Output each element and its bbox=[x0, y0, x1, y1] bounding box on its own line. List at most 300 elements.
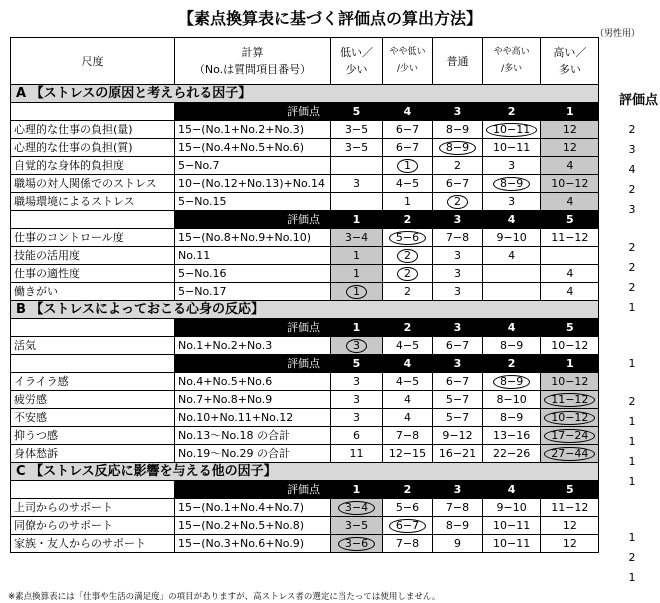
evaluation-score: 3 bbox=[628, 142, 636, 156]
row-value bbox=[433, 337, 483, 355]
row-calc: 15−(No.8+No.9+No.10) bbox=[175, 229, 331, 247]
circled-value: 8−9 bbox=[493, 375, 530, 389]
row-value bbox=[541, 175, 599, 193]
score-value-1-0: 5 bbox=[331, 103, 383, 121]
value-text: 2 bbox=[454, 158, 461, 172]
header-level-2-b: /少い bbox=[396, 64, 419, 74]
row-calc: 15−(No.1+No.2+No.3) bbox=[175, 121, 331, 139]
row-value bbox=[541, 535, 599, 553]
value-text: 3 bbox=[353, 392, 360, 406]
row-value bbox=[483, 499, 541, 517]
row-value bbox=[331, 139, 383, 157]
circled-value: 2 bbox=[447, 195, 468, 209]
value-text: 12 bbox=[562, 122, 577, 136]
row-name: 仕事のコントロール度 bbox=[11, 229, 175, 247]
evaluation-score: 1 bbox=[628, 454, 636, 468]
row-value bbox=[383, 535, 433, 553]
value-text: 4 bbox=[404, 410, 411, 424]
row-value bbox=[483, 391, 541, 409]
row-value bbox=[541, 121, 599, 139]
row-calc: No.19〜No.29 の合計 bbox=[175, 445, 331, 463]
row-value bbox=[383, 373, 433, 391]
value-text: 7−8 bbox=[445, 500, 470, 514]
value-text: 1 bbox=[353, 248, 360, 262]
value-text: 2 bbox=[404, 284, 411, 298]
score-row-blank-3 bbox=[11, 319, 175, 337]
score-row-label-1: 評価点 bbox=[175, 103, 331, 121]
header-level-2 bbox=[383, 38, 433, 85]
value-text: 9−12 bbox=[442, 428, 473, 442]
value-text: 4−5 bbox=[395, 176, 420, 190]
row-value bbox=[331, 337, 383, 355]
evaluation-score: 3 bbox=[628, 202, 636, 216]
row-value bbox=[331, 265, 383, 283]
value-text: 12 bbox=[562, 140, 577, 154]
row-value bbox=[433, 157, 483, 175]
value-text: 3 bbox=[454, 266, 461, 280]
value-text: 11−12 bbox=[551, 230, 589, 244]
section-A: A 【ストレスの原因と考えられる因子】 bbox=[11, 85, 599, 103]
circled-value: 3 bbox=[346, 339, 367, 353]
row-value bbox=[331, 247, 383, 265]
evaluation-score: 1 bbox=[628, 530, 636, 544]
row-value bbox=[331, 373, 383, 391]
row-value bbox=[331, 283, 383, 301]
header-level-3 bbox=[433, 38, 483, 85]
row-value bbox=[383, 283, 433, 301]
value-text: 8−9 bbox=[445, 122, 470, 136]
table-row bbox=[11, 193, 599, 211]
table-row bbox=[11, 139, 599, 157]
evaluation-score: 1 bbox=[628, 434, 636, 448]
header-level-1 bbox=[331, 38, 383, 85]
row-value bbox=[331, 157, 383, 175]
score-value-1-4: 1 bbox=[541, 103, 599, 121]
table-row bbox=[11, 265, 599, 283]
value-text: 4 bbox=[566, 266, 574, 280]
row-name: 疲労感 bbox=[11, 391, 175, 409]
table-row bbox=[11, 175, 599, 193]
evaluation-score: 2 bbox=[628, 182, 636, 196]
value-text: 5−6 bbox=[395, 500, 420, 514]
gender-note: （男性用） bbox=[594, 29, 640, 39]
footnote: ※素点換算表には「仕事や生活の満足度」の項目がありますが、高ストレス者の選定に当たっては使用しません。 bbox=[8, 592, 441, 602]
row-value bbox=[383, 121, 433, 139]
value-text: 6−7 bbox=[395, 140, 420, 154]
row-value bbox=[433, 193, 483, 211]
value-text: 4 bbox=[566, 158, 574, 172]
score-row-blank-1 bbox=[11, 103, 175, 121]
row-value bbox=[483, 121, 541, 139]
circled-value: 1 bbox=[397, 159, 418, 173]
value-text: 3 bbox=[508, 194, 516, 208]
row-name: 職場の対人関係でのストレス bbox=[11, 175, 175, 193]
row-name: 心理的な仕事の負担(質) bbox=[11, 139, 175, 157]
evaluation-score: 1 bbox=[628, 474, 636, 488]
side-score-header: 評価点 bbox=[618, 93, 658, 108]
value-text: 16−21 bbox=[438, 446, 477, 460]
row-value bbox=[541, 445, 599, 463]
row-value bbox=[483, 445, 541, 463]
row-value bbox=[331, 229, 383, 247]
row-name: イライラ感 bbox=[11, 373, 175, 391]
row-name: 働きがい bbox=[11, 283, 175, 301]
value-text: 6−7 bbox=[445, 176, 470, 190]
row-value bbox=[433, 409, 483, 427]
row-value bbox=[541, 337, 599, 355]
row-value bbox=[483, 265, 541, 283]
table-row bbox=[11, 535, 599, 553]
row-value bbox=[483, 517, 541, 535]
row-calc: 5−No.7 bbox=[175, 157, 331, 175]
row-value bbox=[383, 427, 433, 445]
value-text: 11 bbox=[349, 446, 364, 460]
evaluation-score: 1 bbox=[628, 414, 636, 428]
score-value-5-3: 4 bbox=[483, 481, 541, 499]
row-name: 身体愁訴 bbox=[11, 445, 175, 463]
score-value-4-2: 3 bbox=[433, 355, 483, 373]
circled-value: 17−24 bbox=[544, 429, 595, 443]
header-level-1-a: 低い／ bbox=[340, 46, 373, 59]
value-text: 6−7 bbox=[445, 338, 470, 352]
value-text: 13−16 bbox=[493, 428, 531, 442]
value-text: 7−8 bbox=[395, 428, 420, 442]
row-calc: No.7+No.8+No.9 bbox=[175, 391, 331, 409]
value-text: 4−5 bbox=[395, 338, 420, 352]
header-level-5 bbox=[541, 38, 599, 85]
value-text: 6−7 bbox=[395, 122, 420, 136]
table-row bbox=[11, 445, 599, 463]
score-value-2-3: 4 bbox=[483, 211, 541, 229]
value-text: 8−9 bbox=[500, 410, 524, 424]
row-value bbox=[331, 175, 383, 193]
row-value bbox=[383, 445, 433, 463]
score-value-1-1: 4 bbox=[383, 103, 433, 121]
score-row-blank-4 bbox=[11, 355, 175, 373]
conversion-table bbox=[10, 37, 599, 553]
row-name: 同僚からのサポート bbox=[11, 517, 175, 535]
value-text: 10−11 bbox=[493, 140, 531, 154]
row-value bbox=[541, 373, 599, 391]
score-value-4-3: 2 bbox=[483, 355, 541, 373]
score-value-3-1: 2 bbox=[383, 319, 433, 337]
score-value-3-0: 1 bbox=[331, 319, 383, 337]
row-value bbox=[331, 193, 383, 211]
score-value-4-4: 1 bbox=[541, 355, 599, 373]
score-value-1-3: 2 bbox=[483, 103, 541, 121]
row-calc: 15−(No.2+No.5+No.8) bbox=[175, 517, 331, 535]
header-level-2-a: やや低い bbox=[389, 47, 426, 57]
row-value bbox=[483, 373, 541, 391]
value-text: 4 bbox=[566, 194, 574, 208]
circled-value: 2 bbox=[397, 249, 418, 263]
row-value bbox=[541, 157, 599, 175]
value-text: 22−26 bbox=[493, 446, 531, 460]
circled-value: 2 bbox=[397, 267, 418, 281]
row-value bbox=[541, 193, 599, 211]
value-text: 11−12 bbox=[551, 500, 589, 514]
row-value bbox=[433, 139, 483, 157]
row-name: 仕事の適性度 bbox=[11, 265, 175, 283]
row-calc: 15−(No.4+No.5+No.6) bbox=[175, 139, 331, 157]
row-value bbox=[433, 427, 483, 445]
row-calc: 5−No.15 bbox=[175, 193, 331, 211]
value-text: 6−7 bbox=[445, 374, 470, 388]
row-value bbox=[483, 139, 541, 157]
row-value bbox=[331, 409, 383, 427]
row-value bbox=[331, 445, 383, 463]
row-name: 上司からのサポート bbox=[11, 499, 175, 517]
value-text: 8−10 bbox=[496, 392, 527, 406]
value-text: 9−10 bbox=[496, 230, 527, 244]
score-value-3-3: 4 bbox=[483, 319, 541, 337]
value-text: 10−12 bbox=[551, 176, 589, 190]
row-value bbox=[483, 193, 541, 211]
circled-value: 3−6 bbox=[338, 537, 375, 551]
row-value bbox=[483, 409, 541, 427]
evaluation-score: 2 bbox=[628, 280, 636, 294]
row-value bbox=[433, 229, 483, 247]
circled-value: 8−9 bbox=[439, 141, 476, 155]
row-value bbox=[433, 373, 483, 391]
row-value bbox=[331, 121, 383, 139]
row-value bbox=[541, 247, 599, 265]
row-value bbox=[541, 283, 599, 301]
header-level-4 bbox=[483, 38, 541, 85]
value-text: 3 bbox=[353, 374, 360, 388]
header-level-4-a: やや高い bbox=[493, 47, 530, 57]
circled-value: 1 bbox=[346, 285, 367, 299]
table-row bbox=[11, 337, 599, 355]
row-value bbox=[383, 139, 433, 157]
value-text: 10−12 bbox=[551, 374, 589, 388]
row-value bbox=[433, 265, 483, 283]
table-row bbox=[11, 247, 599, 265]
table-row bbox=[11, 517, 599, 535]
evaluation-score: 2 bbox=[628, 240, 636, 254]
row-value bbox=[383, 247, 433, 265]
row-value bbox=[483, 427, 541, 445]
value-text: 8−9 bbox=[500, 338, 524, 352]
value-text: 10−12 bbox=[551, 338, 589, 352]
row-calc: No.4+No.5+No.6 bbox=[175, 373, 331, 391]
page-title: 【素点換算表に基づく評価点の算出方法】 bbox=[177, 9, 482, 28]
score-value-1-2: 3 bbox=[433, 103, 483, 121]
evaluation-score: 1 bbox=[628, 356, 636, 370]
value-text: 5−7 bbox=[445, 410, 470, 424]
score-row-label-5: 評価点 bbox=[175, 481, 331, 499]
header-level-1-b: 少い bbox=[345, 63, 368, 76]
row-value bbox=[483, 229, 541, 247]
row-value bbox=[383, 499, 433, 517]
row-name: 技能の活用度 bbox=[11, 247, 175, 265]
evaluation-score: 1 bbox=[628, 300, 636, 314]
table-row bbox=[11, 283, 599, 301]
table-row bbox=[11, 373, 599, 391]
table-row bbox=[11, 499, 599, 517]
value-text: 4−5 bbox=[395, 374, 420, 388]
row-value bbox=[433, 499, 483, 517]
row-value bbox=[383, 229, 433, 247]
value-text: 3 bbox=[353, 410, 360, 424]
value-text: 7−8 bbox=[395, 536, 420, 550]
header-scale: 尺度 bbox=[11, 38, 175, 85]
row-value bbox=[433, 175, 483, 193]
value-text: 4 bbox=[508, 248, 516, 262]
row-value bbox=[483, 175, 541, 193]
score-value-5-2: 3 bbox=[433, 481, 483, 499]
row-value bbox=[541, 427, 599, 445]
value-text: 3 bbox=[353, 176, 360, 190]
row-calc: 15−(No.1+No.4+No.7) bbox=[175, 499, 331, 517]
score-value-2-0: 1 bbox=[331, 211, 383, 229]
value-text: 4 bbox=[566, 284, 574, 298]
score-value-5-4: 5 bbox=[541, 481, 599, 499]
value-text: 3 bbox=[454, 248, 461, 262]
value-text: 4 bbox=[404, 392, 411, 406]
value-text: 5−7 bbox=[445, 392, 470, 406]
circled-value: 6−7 bbox=[389, 519, 426, 533]
row-calc: 10−(No.12+No.13)+No.14 bbox=[175, 175, 331, 193]
value-text: 7−8 bbox=[445, 230, 470, 244]
row-value bbox=[383, 157, 433, 175]
row-value bbox=[541, 139, 599, 157]
value-text: 10−11 bbox=[493, 536, 531, 550]
row-value bbox=[331, 427, 383, 445]
row-calc: 5−No.17 bbox=[175, 283, 331, 301]
score-row-label-2: 評価点 bbox=[175, 211, 331, 229]
row-value bbox=[383, 265, 433, 283]
value-text: 12 bbox=[562, 518, 577, 532]
evaluation-score: 2 bbox=[628, 260, 636, 274]
evaluation-score: 1 bbox=[628, 570, 636, 584]
row-value bbox=[541, 499, 599, 517]
score-value-3-4: 5 bbox=[541, 319, 599, 337]
value-text: 12 bbox=[562, 536, 577, 550]
circled-value: 5−6 bbox=[389, 231, 426, 245]
table-row bbox=[11, 229, 599, 247]
row-name: 活気 bbox=[11, 337, 175, 355]
row-value bbox=[383, 517, 433, 535]
value-text: 9−10 bbox=[496, 500, 527, 514]
row-name: 不安感 bbox=[11, 409, 175, 427]
evaluation-score: 2 bbox=[628, 122, 636, 136]
section-B: B 【ストレスによっておこる心身の反応】 bbox=[11, 301, 599, 319]
row-value bbox=[383, 409, 433, 427]
score-value-3-2: 3 bbox=[433, 319, 483, 337]
row-value bbox=[483, 247, 541, 265]
row-value bbox=[383, 175, 433, 193]
row-value bbox=[541, 229, 599, 247]
circled-value: 27−44 bbox=[544, 447, 595, 461]
score-value-4-0: 5 bbox=[331, 355, 383, 373]
row-name: 家族・友人からのサポート bbox=[11, 535, 175, 553]
row-calc: No.1+No.2+No.3 bbox=[175, 337, 331, 355]
circled-value: 8−9 bbox=[493, 177, 530, 191]
value-text: 10−11 bbox=[493, 518, 531, 532]
header-calc-2: （No.は質問項目番号） bbox=[193, 63, 312, 76]
value-text: 3−5 bbox=[344, 122, 369, 136]
header-level-5-b: 多い bbox=[558, 63, 581, 76]
row-name: 心理的な仕事の負担(量) bbox=[11, 121, 175, 139]
row-value bbox=[331, 535, 383, 553]
evaluation-score: 4 bbox=[628, 162, 636, 176]
row-value bbox=[541, 391, 599, 409]
score-row-blank-2 bbox=[11, 211, 175, 229]
circled-value: 10−11 bbox=[486, 123, 537, 137]
row-value bbox=[433, 445, 483, 463]
circled-value: 11−12 bbox=[544, 393, 595, 407]
score-value-5-1: 2 bbox=[383, 481, 433, 499]
row-value bbox=[541, 265, 599, 283]
circled-value: 3−4 bbox=[338, 501, 375, 515]
table-row bbox=[11, 409, 599, 427]
value-text: 3−5 bbox=[344, 518, 369, 532]
row-value bbox=[433, 283, 483, 301]
evaluation-score: 2 bbox=[628, 394, 636, 408]
score-value-2-2: 3 bbox=[433, 211, 483, 229]
row-calc: No.13〜No.18 の合計 bbox=[175, 427, 331, 445]
row-value bbox=[331, 499, 383, 517]
value-text: 6 bbox=[353, 428, 360, 442]
value-text: 1 bbox=[353, 266, 360, 280]
section-C: C 【ストレス反応に影響を与える他の因子】 bbox=[11, 463, 599, 481]
row-calc: 5−No.16 bbox=[175, 265, 331, 283]
score-value-2-1: 2 bbox=[383, 211, 433, 229]
row-value bbox=[483, 283, 541, 301]
row-value bbox=[383, 193, 433, 211]
table-row bbox=[11, 157, 599, 175]
value-text: 1 bbox=[404, 194, 411, 208]
row-value bbox=[541, 517, 599, 535]
row-value bbox=[433, 517, 483, 535]
score-value-2-4: 5 bbox=[541, 211, 599, 229]
value-text: 9 bbox=[454, 536, 461, 550]
score-row-blank-5 bbox=[11, 481, 175, 499]
row-calc: No.11 bbox=[175, 247, 331, 265]
table-row bbox=[11, 391, 599, 409]
score-row-label-3: 評価点 bbox=[175, 319, 331, 337]
value-text: 3−4 bbox=[344, 230, 369, 244]
row-value bbox=[483, 535, 541, 553]
circled-value: 10−12 bbox=[544, 411, 595, 425]
header-level-4-b: /多い bbox=[501, 64, 523, 74]
row-value bbox=[483, 337, 541, 355]
row-value bbox=[331, 517, 383, 535]
header-level-5-a: 高い／ bbox=[553, 46, 587, 59]
value-text: 3−5 bbox=[344, 140, 369, 154]
table-row bbox=[11, 121, 599, 139]
value-text: 3 bbox=[454, 284, 461, 298]
row-calc: No.10+No.11+No.12 bbox=[175, 409, 331, 427]
row-value bbox=[433, 247, 483, 265]
row-value bbox=[433, 535, 483, 553]
score-value-5-0: 1 bbox=[331, 481, 383, 499]
row-name: 職場環境によるストレス bbox=[11, 193, 175, 211]
score-row-label-4: 評価点 bbox=[175, 355, 331, 373]
row-value bbox=[331, 391, 383, 409]
row-calc: 15−(No.3+No.6+No.9) bbox=[175, 535, 331, 553]
value-text: 12−15 bbox=[388, 446, 427, 460]
value-text: 3 bbox=[508, 158, 516, 172]
value-text: 8−9 bbox=[445, 518, 470, 532]
header-calc-1: 計算 bbox=[241, 46, 264, 59]
header-level-3-a: 普通 bbox=[446, 54, 469, 68]
header-calc bbox=[175, 38, 331, 85]
row-value bbox=[433, 391, 483, 409]
table-row bbox=[11, 427, 599, 445]
row-value bbox=[433, 121, 483, 139]
